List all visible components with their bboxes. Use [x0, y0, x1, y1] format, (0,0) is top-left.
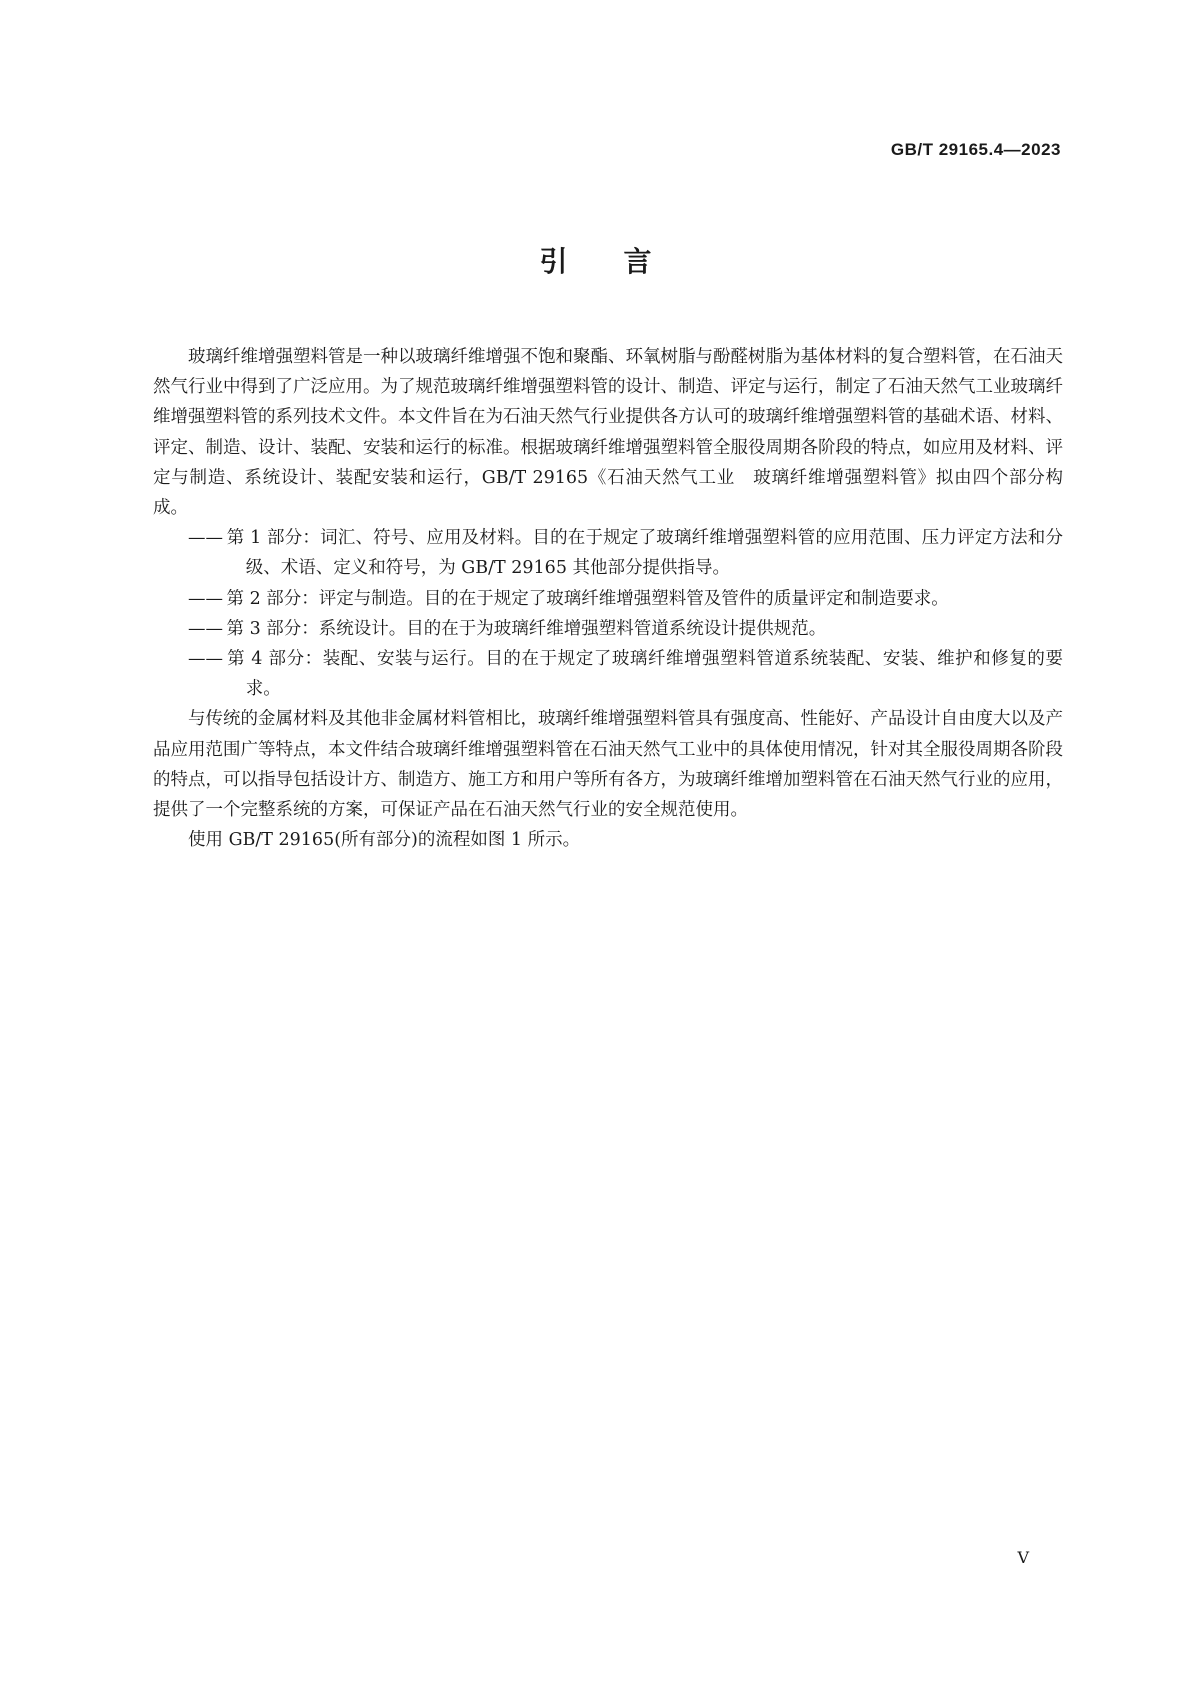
list-dash: ——	[188, 618, 223, 639]
page-number: V	[1017, 1548, 1029, 1567]
list-dash: ——	[188, 649, 223, 670]
page-title: 引言	[539, 245, 708, 278]
list-item-part-3	[188, 614, 1063, 644]
usage-flow-paragraph: 使用 GB/T 29165(所有部分)的流程如图 1 所示。	[188, 830, 581, 851]
list-item-text: 第 1 部分：词汇、符号、应用及材料。目的在于规定了玻璃纤维增强塑料管的应用范围、压力评定方法和分级、术语、定义和符号，为 GB/T 29165 其他部分提供指导。	[226, 528, 1063, 579]
document-body	[153, 342, 1063, 855]
list-item-text: 第 3 部分：系统设计。目的在于为玻璃纤维增强塑料管道系统设计提供规范。	[226, 618, 827, 639]
list-dash: ——	[188, 528, 223, 549]
list-item-text: 第 2 部分：评定与制造。目的在于规定了玻璃纤维增强塑料管及管件的质量评定和制造要求。	[226, 588, 949, 609]
list-item-text: 第 4 部分：装配、安装与运行。目的在于规定了玻璃纤维增强塑料管道系统装配、安装、维护和修复的要求。	[226, 649, 1063, 700]
standard-code: GB/T 29165.4—2023	[890, 140, 1061, 159]
list-dash: ——	[188, 588, 223, 609]
comparison-paragraph: 与传统的金属材料及其他非金属材料管相比，玻璃纤维增强塑料管具有强度高、性能好、产品设计自由度大以及产品应用范围广等特点，本文件结合玻璃纤维增强塑料管在石油天然气工业中的具体使用情况，针对其全服役周期各阶段的特点，可以指导包括设计方、制造方、施工方和用户等所有各方，为玻璃纤维增加塑料管在石油天然气行业的应用，提供了一个完整系统的方案，可保证产品在石油天然气行业的安全规范使用。	[153, 709, 1063, 821]
list-item-part-1	[188, 523, 1063, 583]
list-item-part-4	[188, 644, 1063, 704]
intro-paragraph: 玻璃纤维增强塑料管是一种以玻璃纤维增强不饱和聚酯、环氧树脂与酚醛树脂为基体材料的复合塑料管，在石油天然气行业中得到了广泛应用。为了规范玻璃纤维增强塑料管的设计、制造、评定与运行，制定了石油天然气工业玻璃纤维增强塑料管的系列技术文件。本文件旨在为石油天然气行业提供各方认可的玻璃纤维增强塑料管的基础术语、材料、评定、制造、设计、装配、安装和运行的标准。根据玻璃纤维增强塑料管全服役周期各阶段的特点，如应用及材料、评定与制造、系统设计、装配安装和运行，GB/T 29165《石油天然气工业 玻璃纤维增强塑料管》拟由四个部分构成。	[153, 347, 1063, 519]
list-item-part-2	[188, 584, 1063, 614]
